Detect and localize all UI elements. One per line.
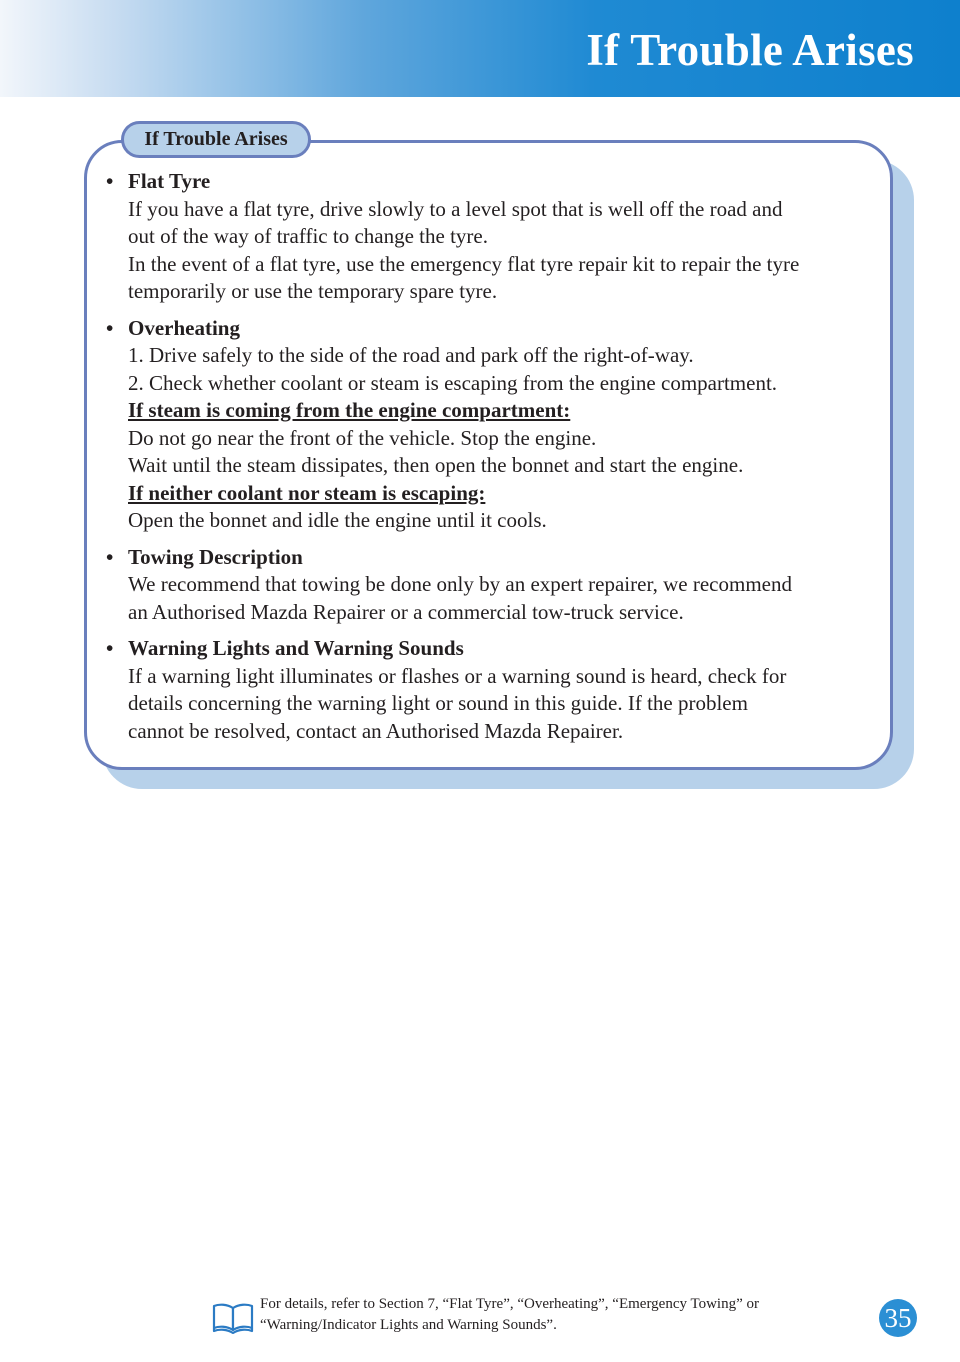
body-line: We recommend that towing be done only by an expert repairer, we recommend (128, 572, 792, 596)
body-line: an Authorised Mazda Repairer or a commercial tow-truck service. (128, 599, 684, 624)
panel-tab-label: If Trouble Arises (121, 121, 311, 158)
body-line: temporarily or use the temporary spare tyre. (128, 279, 498, 303)
body-line: cannot be resolved, contact an Authorised Mazda Repairer. (128, 718, 624, 743)
section-warning-lights (106, 635, 876, 745)
section-title: Flat Tyre (128, 169, 211, 193)
body-line: 1. Drive safely to the side of the road and park off the right-of-way. (128, 343, 694, 367)
body-line: Do not go near the front of the vehicle. Stop the engine. (128, 425, 597, 450)
section-towing-description (106, 544, 876, 627)
page-title: If Trouble Arises (586, 25, 914, 75)
section-title: Overheating (128, 315, 240, 340)
panel-content (106, 168, 876, 754)
bullet: • (106, 315, 114, 340)
subheading: If neither coolant nor steam is escaping: (128, 480, 486, 505)
section-overheating (106, 315, 876, 535)
subheading: If steam is coming from the engine compartment: (128, 398, 571, 422)
body-line: If a warning light illuminates or flashes or a warning sound is heard, check for (128, 663, 787, 688)
page-number-badge: 35 (879, 1299, 917, 1337)
body-line: Wait until the steam dissipates, then open the bonnet and start the engine. (128, 453, 744, 477)
book-icon (211, 1302, 255, 1334)
footer-note-line: For details, refer to Section 7, “Flat Tyre”, “Overheating”, “Emergency Towing” or (260, 1296, 759, 1312)
body-line: Open the bonnet and idle the engine until it cools. (128, 508, 547, 532)
footer-note-line: “Warning/Indicator Lights and Warning Sounds”. (260, 1317, 557, 1333)
section-title: Towing Description (128, 544, 303, 569)
footer-reference-note (260, 1294, 860, 1336)
body-line: If you have a flat tyre, drive slowly to a level spot that is well off the road and (128, 196, 783, 221)
section-flat-tyre (106, 168, 876, 306)
body-line: 2. Check whether coolant or steam is escaping from the engine compartment. (128, 370, 778, 395)
body-line: In the event of a flat tyre, use the emergency flat tyre repair kit to repair the tyre (128, 251, 800, 276)
bullet: • (106, 169, 114, 193)
section-title: Warning Lights and Warning Sounds (128, 636, 464, 660)
body-line: out of the way of traffic to change the tyre. (128, 224, 488, 248)
bullet: • (106, 544, 114, 569)
body-line: details concerning the warning light or sound in this guide. If the problem (128, 691, 748, 715)
bullet: • (106, 636, 114, 660)
header-bar (0, 0, 960, 97)
